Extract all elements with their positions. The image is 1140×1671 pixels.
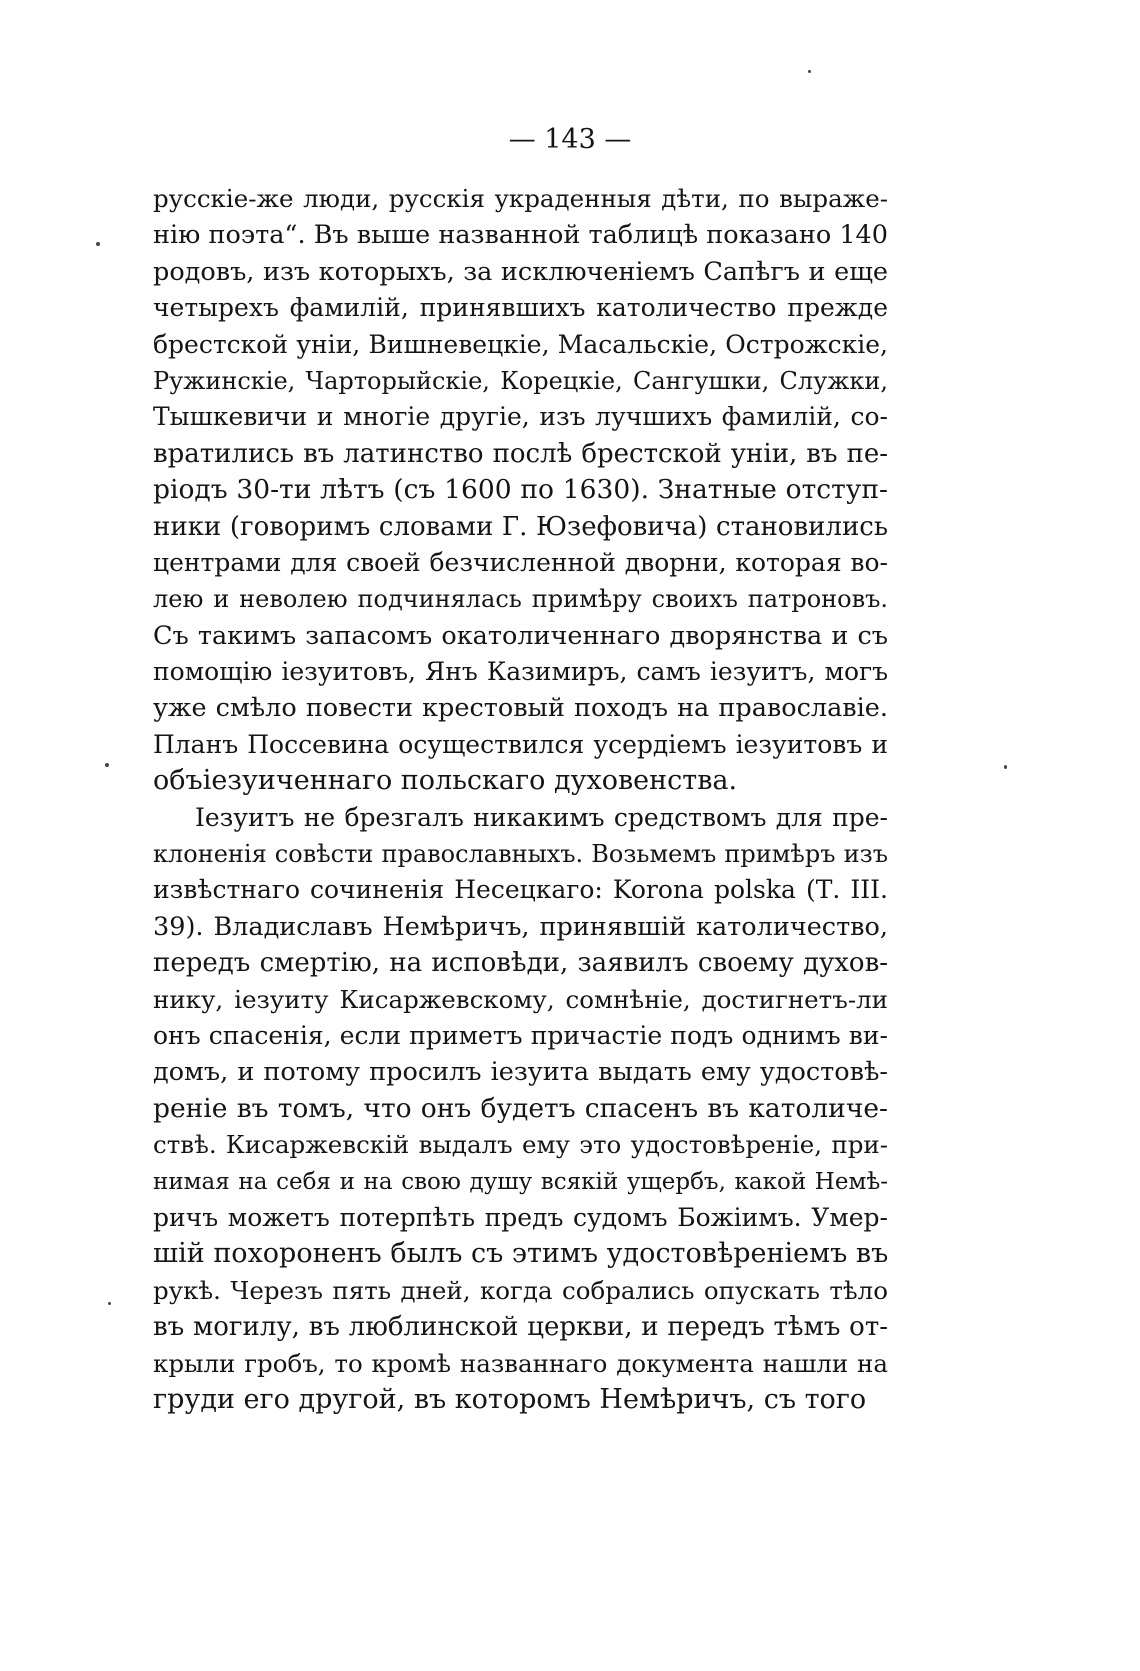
text-line: крыли гробъ, то кромѣ названнаго документа нашли на bbox=[153, 1348, 888, 1378]
text-line: 39). Владиславъ Немѣричъ, принявшій католичество, bbox=[153, 911, 888, 942]
text-line: ствѣ. Кисаржевскій выдалъ ему это удостовѣреніе, при- bbox=[153, 1130, 888, 1160]
text-line: домъ, и потому просилъ іезуита выдать ему удостовѣ- bbox=[153, 1057, 888, 1088]
text-line: Ружинскіе, Чарторыйскіе, Корецкіе, Сангушки, Служки, bbox=[153, 366, 888, 395]
text-line: Съ такимъ запасомъ окатоличеннаго дворянства и съ bbox=[153, 620, 888, 651]
text-line: центрами для своей безчисленной дворни, которая во- bbox=[153, 547, 888, 577]
text-line: онъ спасенія, если приметъ причастіе подъ однимъ ви- bbox=[153, 1020, 888, 1050]
text-line: ричъ можетъ потерпѣть предъ судомъ Божіимъ. Умер- bbox=[153, 1202, 888, 1232]
text-line: уже смѣло повести крестовый походъ на православіе. bbox=[153, 693, 888, 724]
paragraph-2 bbox=[153, 800, 888, 1419]
text-line: Планъ Поссевина осуществился усердіемъ іезуитовъ и bbox=[153, 729, 888, 759]
body-text bbox=[153, 181, 888, 1418]
text-line: помощію іезуитовъ, Янъ Казимиръ, самъ іезуитъ, могъ bbox=[153, 657, 888, 687]
text-line: объіезуиченнаго польскаго духовенства. bbox=[153, 765, 738, 797]
page-number: — 143 — bbox=[508, 124, 632, 155]
scan-speck bbox=[808, 70, 811, 73]
text-line: передъ смертію, на исповѣди, заявилъ своему духов- bbox=[153, 948, 888, 979]
scan-speck bbox=[1004, 765, 1007, 769]
text-line: груди его другой, въ которомъ Немѣричъ, съ того bbox=[153, 1383, 867, 1415]
text-line: русскіе-же люди, русскія украденныя дѣти, по выраже- bbox=[153, 184, 888, 213]
text-line: рукѣ. Черезъ пять дней, когда собрались опускать тѣло bbox=[153, 1275, 888, 1305]
text-line: родовъ, изъ которыхъ, за исключеніемъ Сапѣгъ и еще bbox=[153, 256, 888, 287]
text-line: Тышкевичи и многіе другіе, изъ лучшихъ фамилій, со- bbox=[153, 402, 888, 432]
text-line: ріодъ 30-ти лѣтъ (съ 1600 по 1630). Знатные отступ- bbox=[153, 474, 888, 506]
scan-speck bbox=[96, 242, 100, 246]
scan-speck bbox=[105, 763, 109, 767]
text-line: нику, іезуиту Кисаржевскому, сомнѣніе, достигнетъ-ли bbox=[153, 984, 888, 1014]
text-line: вратились въ латинство послѣ брестской уніи, въ пе- bbox=[153, 438, 888, 469]
paragraph-1 bbox=[153, 181, 888, 800]
text-line: въ могилу, въ люблинской церкви, и передъ тѣмъ от- bbox=[153, 1312, 888, 1343]
scan-speck bbox=[108, 1302, 111, 1305]
text-line: шій похороненъ былъ съ этимъ удостовѣреніемъ въ bbox=[153, 1238, 889, 1270]
text-line: реніе въ томъ, что онъ будетъ спасенъ въ католиче- bbox=[153, 1092, 888, 1124]
text-line: нію поэта“. Въ выше названной таблицѣ показано 140 bbox=[153, 220, 888, 251]
text-line: лею и неволею подчинялась примѣру своихъ патроновъ. bbox=[153, 585, 888, 614]
text-line: Іезуитъ не брезгалъ никакимъ средствомъ для пре- bbox=[195, 802, 888, 832]
text-line: ники (говоримъ словами Г. Юзефовича) становились bbox=[153, 511, 888, 542]
text-line: брестской уніи, Вишневецкіе, Масальскіе, Острожскіе, bbox=[153, 329, 888, 359]
text-line: четырехъ фамилій, принявшихъ католичество прежде bbox=[153, 293, 888, 323]
text-line: клоненія совѣсти православныхъ. Возьмемъ примѣръ изъ bbox=[153, 840, 888, 869]
text-line: нимая на себя и на свою душу всякій ущербъ, какой Немѣ- bbox=[153, 1168, 888, 1195]
text-line: извѣстнаго сочиненія Несецкаго: Korona polska (Т. III. bbox=[153, 875, 888, 905]
